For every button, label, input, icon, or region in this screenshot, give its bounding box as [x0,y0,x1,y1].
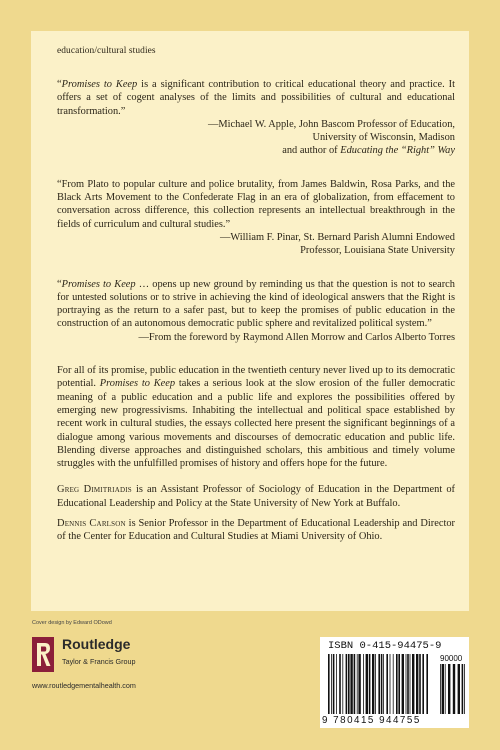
routledge-logo-icon [32,637,54,672]
quote-attribution: University of Wisconsin, Madison [312,132,455,144]
price-addon: 90000 [440,654,463,663]
book-title: Promises to Keep [61,278,136,290]
publisher-logo [32,630,197,690]
cover-credit: Cover design by Edward ODowd [32,620,112,626]
book-description: For all of its promise, public education in the twentieth century never lived up to its democratic potential. Promises to Keep takes a serious look at the slow erosion of the fuller democratic meaning of a public education and a public life and explores the possibilities offered by emerging new progressivisms. Inhabiting the intellectual and political space established by recent work in cultural studies, the essays collected here present the significant beginnings of a dialogue among various movements and discourses of democratic education and public life. Blending diverse approaches and distinguished scholars, this ambitious and timely volume struggles with the unfulfilled promises of history and offers hope for the future. [57,365,455,470]
book-title: Educating the “Right” Way [340,145,455,157]
quote-attribution: —Michael W. Apple, John Bascom Professor of Education, [207,118,455,130]
book-title: Promises to Keep [61,79,138,90]
ean-number: 9 780415 944755 [322,715,421,726]
book-title: Promises to Keep [99,378,176,390]
isbn-text: ISBN 0-415-94475-9 [328,640,442,652]
genre-label: education/cultural studies [57,46,156,56]
quote-text: “Promises to Keep … opens up new ground by reminding us that the question is not to search for untested solutions or to strive in achieving the kind of ideological answers that the Right is portraying as the return to a safer past, but to keep the promises of public education in the construction of an autonomous democratic public sphere and revitalized political system.” [57,278,455,330]
author-bio: Dennis Carlson is Senior Professor in the Department of Educational Leadership and Director of the Center for Education and Cultural Studies at Miami University of Ohio. [57,518,455,543]
barcode [320,637,469,728]
author-name: Greg Dimitriadis [57,484,132,496]
quote-foreword [57,278,455,344]
publisher-group: Taylor & Francis Group [62,657,136,666]
quote-text: “From Plato to popular culture and police brutality, from James Baldwin, Rosa Parks, and the Black Arts Movement to the Confederate Flag in an era of globalization, from effacement to conversation across difference, this collection represents an intellectual breakthrough in the fields of curriculum and cultural studies.” [57,178,455,230]
quote-attribution: —From the foreword by Raymond Allen Morrow and Carlos Alberto Torres [138,331,455,343]
quote-attribution: —William F. Pinar, St. Bernard Parish Alumni Endowed [220,231,455,243]
quote-apple [57,78,455,158]
quote-attribution: Professor, Louisiana State University [300,245,455,257]
publisher-name: Routledge [62,636,131,652]
quote-pinar [57,178,455,258]
quote-attribution: and author of Educating the “Right” Way [282,145,455,157]
author-bio: Greg Dimitriadis is an Assistant Professor of Sociology of Education in the Department of Educational Leadership and Policy at the State University of New York at Buffalo. [57,484,455,509]
panel-content [57,46,455,551]
publisher-url: www.routledgementalhealth.com [32,681,136,690]
author-name: Dennis Carlson [57,518,126,530]
text-panel [31,31,469,611]
quote-text: “Promises to Keep is a significant contribution to critical educational theory and practice. It offers a set of cogent analyses of the limits and possibilities of cultural and educational transformation.” [57,79,455,117]
